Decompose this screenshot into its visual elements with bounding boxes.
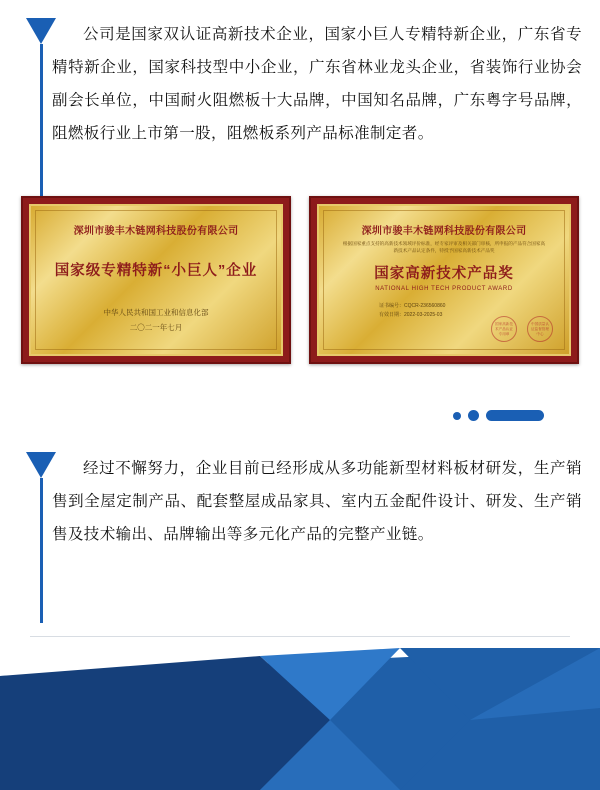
footer-shape-svg xyxy=(0,648,600,790)
paragraph-text-2: 经过不懈努力，企业目前已经形成从多功能新型材料板材研发，生产销售到全屋定制产品、配套整屋成品家具、室内五金配件设计、研发、生产销售及技术输出、品牌输出等多元化产品的完整产业链。 xyxy=(52,460,582,543)
certificate-seal-group xyxy=(491,316,553,342)
seal-icon-1: 国家高新技术产品认证专用章 xyxy=(491,316,517,342)
paragraph-marker-1 xyxy=(0,18,52,188)
certificate-gallery xyxy=(0,196,600,371)
certificate-company-name-2: 深圳市骏丰木链网科技股份有限公司 xyxy=(361,226,527,237)
paragraph-marker-2 xyxy=(0,452,52,612)
divider-dot-2 xyxy=(468,410,479,421)
certificate-card-high-tech-product-award xyxy=(309,196,579,364)
certificate-inner-2 xyxy=(317,204,571,356)
horizontal-divider xyxy=(30,636,570,637)
divider-bar xyxy=(486,410,544,421)
certificate-issuer-1: 中华人民共和国工业和信息化部 xyxy=(103,308,209,317)
paragraph-block-1 xyxy=(0,18,600,188)
dot-bar-divider xyxy=(453,410,544,421)
certificate-card-specialized-sme xyxy=(21,196,291,364)
divider-dot-1 xyxy=(453,412,461,420)
vertical-rule xyxy=(40,478,43,623)
certificate-subtitle-2: 根据国家重点支持的高新技术领域评价标准，经专家评审及相关部门审核，所申报的产品符合国家高新技术产品认定条件，特授予国家高新技术产品奖 xyxy=(342,241,546,253)
paragraph-text-1: 公司是国家双认证高新技术企业，国家小巨人专精特新企业，广东省专精特新企业，国家科技型中小企业，广东省林业龙头企业，省装饰行业协会副会长单位，中国耐火阻燃板十大品牌，中国知名品牌，广东粤字号品牌，阻燃板行业上市第一股，阻燃板系列产品标准制定者。 xyxy=(52,26,582,142)
certificate-title-1: 国家级专精特新“小巨人”企业 xyxy=(54,263,258,279)
certificate-company-name-1: 深圳市骏丰木链网科技股份有限公司 xyxy=(73,226,239,237)
certificate-meta-line-2: 有效日期：2022-03-2025-03 xyxy=(379,312,443,319)
triangle-marker-icon xyxy=(26,452,56,478)
triangle-marker-icon xyxy=(26,18,56,44)
certificate-date-1: 二〇二一年七月 xyxy=(129,323,183,332)
seal-icon-2: 中国质量认证监督管理中心 xyxy=(527,316,553,342)
paragraph-block-2 xyxy=(0,452,600,612)
footer-graphic xyxy=(0,648,600,790)
certificate-inner-1 xyxy=(29,204,283,356)
certificate-meta-line-1: 证书编号：CQCR-236560860 xyxy=(379,303,446,310)
certificate-title-2: 国家高新技术产品奖 xyxy=(374,266,514,283)
certificate-title-en-2: NATIONAL HIGH TECH PRODUCT AWARD xyxy=(375,286,513,293)
vertical-rule xyxy=(40,44,43,196)
